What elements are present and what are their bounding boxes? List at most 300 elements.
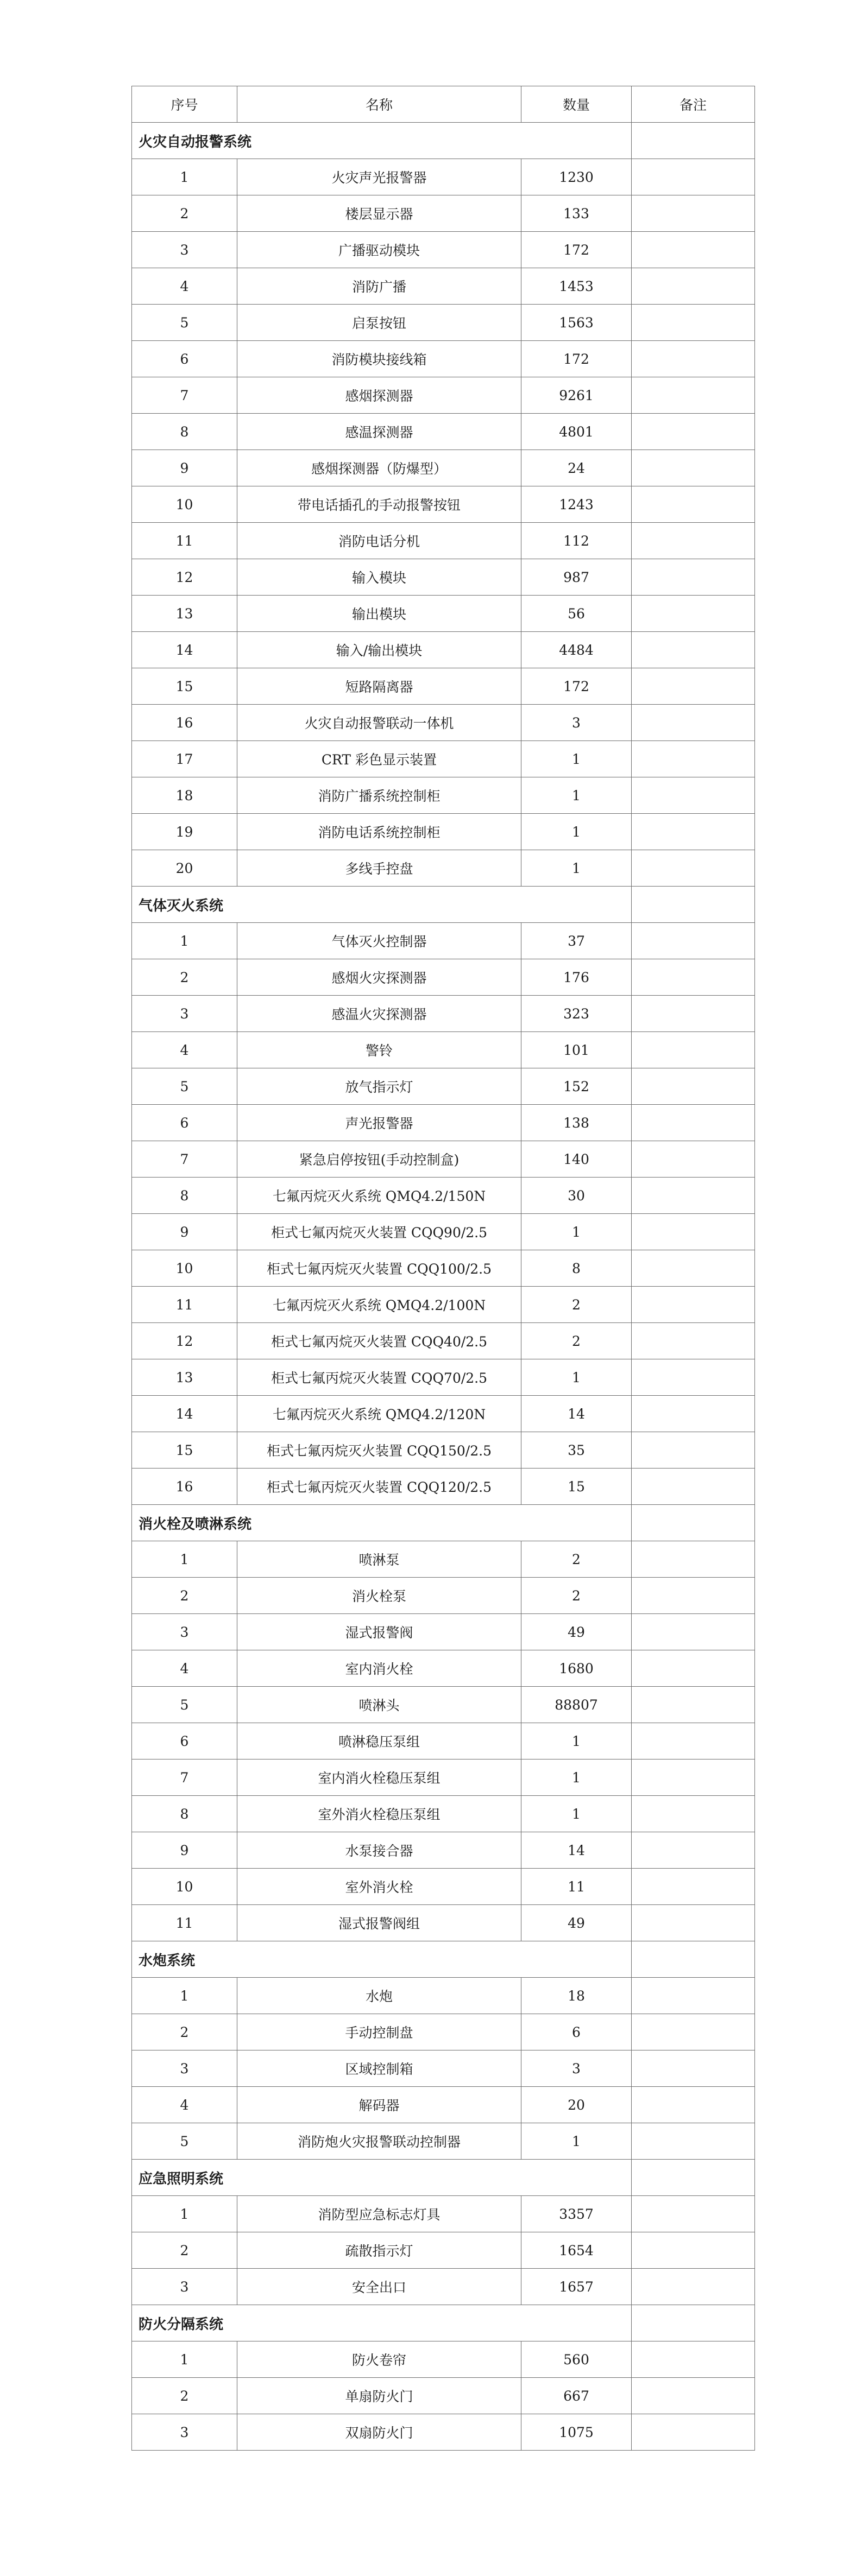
row-remark — [632, 268, 755, 305]
row-name: 水炮 — [237, 1978, 521, 2014]
row-remark — [632, 1796, 755, 1832]
row-name: 疏散指示灯 — [237, 2232, 521, 2269]
row-remark — [632, 1359, 755, 1396]
table-row — [132, 232, 755, 268]
row-qty: 35 — [521, 1432, 632, 1469]
row-no: 14 — [132, 1396, 237, 1432]
table-row — [132, 996, 755, 1032]
table-row — [132, 159, 755, 195]
row-no: 15 — [132, 668, 237, 705]
row-remark — [632, 1759, 755, 1796]
header-remark: 备注 — [632, 86, 755, 123]
section-title: 水炮系统 — [132, 1941, 632, 1978]
row-name: 湿式报警阀 — [237, 1614, 521, 1650]
row-name: 广播驱动模块 — [237, 232, 521, 268]
row-remark — [632, 1214, 755, 1250]
row-no: 15 — [132, 1432, 237, 1469]
row-remark — [632, 2050, 755, 2087]
row-qty: 1654 — [521, 2232, 632, 2269]
row-name: 单扇防火门 — [237, 2378, 521, 2414]
table-row — [132, 1723, 755, 1759]
row-remark — [632, 1287, 755, 1323]
row-name: 湿式报警阀组 — [237, 1905, 521, 1941]
row-name: 柜式七氟丙烷灭火装置 CQQ40/2.5 — [237, 1323, 521, 1359]
row-name: 带电话插孔的手动报警按钮 — [237, 486, 521, 523]
row-remark — [632, 305, 755, 341]
row-qty: 1563 — [521, 305, 632, 341]
table-row — [132, 1905, 755, 1941]
row-remark — [632, 486, 755, 523]
table-row — [132, 2087, 755, 2123]
table-row — [132, 1650, 755, 1687]
row-remark — [632, 705, 755, 741]
row-qty: 1230 — [521, 159, 632, 195]
row-no: 8 — [132, 414, 237, 450]
row-qty: 1 — [521, 741, 632, 777]
row-remark — [632, 741, 755, 777]
row-qty: 140 — [521, 1141, 632, 1178]
table-body — [132, 123, 755, 2451]
section-row — [132, 2160, 755, 2196]
table-row — [132, 1869, 755, 1905]
row-name: 区域控制箱 — [237, 2050, 521, 2087]
table-row — [132, 596, 755, 632]
row-qty: 2 — [521, 1287, 632, 1323]
row-name: 启泵按钮 — [237, 305, 521, 341]
table-row — [132, 2414, 755, 2451]
row-remark — [632, 1650, 755, 1687]
row-remark — [632, 923, 755, 959]
table-row — [132, 2196, 755, 2232]
row-remark — [632, 1178, 755, 1214]
row-no: 12 — [132, 559, 237, 596]
table-row — [132, 668, 755, 705]
row-qty: 20 — [521, 2087, 632, 2123]
row-qty: 4801 — [521, 414, 632, 450]
row-qty: 30 — [521, 1178, 632, 1214]
row-no: 14 — [132, 632, 237, 668]
row-no: 7 — [132, 377, 237, 414]
row-no: 1 — [132, 1978, 237, 2014]
row-no: 4 — [132, 2087, 237, 2123]
row-name: 气体灭火控制器 — [237, 923, 521, 959]
row-name: CRT 彩色显示装置 — [237, 741, 521, 777]
row-remark — [632, 668, 755, 705]
table-row — [132, 850, 755, 887]
row-name: 消防广播 — [237, 268, 521, 305]
row-qty: 172 — [521, 341, 632, 377]
row-remark — [632, 2196, 755, 2232]
row-name: 输入模块 — [237, 559, 521, 596]
row-qty: 1 — [521, 1759, 632, 1796]
header-qty: 数量 — [521, 86, 632, 123]
table-row — [132, 1359, 755, 1396]
row-no: 3 — [132, 996, 237, 1032]
row-no: 10 — [132, 1250, 237, 1287]
table-row — [132, 2123, 755, 2160]
row-qty: 101 — [521, 1032, 632, 1068]
row-no: 4 — [132, 268, 237, 305]
section-title: 消火栓及喷淋系统 — [132, 1505, 632, 1541]
row-qty: 1453 — [521, 268, 632, 305]
row-name: 消防广播系统控制柜 — [237, 777, 521, 814]
section-row — [132, 123, 755, 159]
row-qty: 172 — [521, 668, 632, 705]
row-name: 喷淋头 — [237, 1687, 521, 1723]
row-remark — [632, 1105, 755, 1141]
section-row — [132, 2305, 755, 2341]
table-row — [132, 1250, 755, 1287]
row-remark — [632, 559, 755, 596]
row-no: 2 — [132, 195, 237, 232]
section-title: 防火分隔系统 — [132, 2305, 632, 2341]
table-row — [132, 1032, 755, 1068]
row-name: 防火卷帘 — [237, 2341, 521, 2378]
row-name: 火灾声光报警器 — [237, 159, 521, 195]
row-remark — [632, 2269, 755, 2305]
row-name: 短路隔离器 — [237, 668, 521, 705]
table-row — [132, 268, 755, 305]
row-no: 6 — [132, 1105, 237, 1141]
row-remark — [632, 414, 755, 450]
row-no: 8 — [132, 1796, 237, 1832]
row-qty: 3 — [521, 705, 632, 741]
equipment-table — [131, 86, 755, 2451]
row-remark — [632, 1432, 755, 1469]
section-remark-cell — [632, 123, 755, 159]
row-no: 16 — [132, 1469, 237, 1505]
table-row — [132, 414, 755, 450]
row-remark — [632, 1068, 755, 1105]
row-name: 柜式七氟丙烷灭火装置 CQQ150/2.5 — [237, 1432, 521, 1469]
section-row — [132, 1941, 755, 1978]
row-qty: 14 — [521, 1832, 632, 1869]
row-remark — [632, 1687, 755, 1723]
section-remark-cell — [632, 2305, 755, 2341]
row-qty: 8 — [521, 1250, 632, 1287]
row-name: 楼层显示器 — [237, 195, 521, 232]
table-row — [132, 2269, 755, 2305]
row-remark — [632, 850, 755, 887]
row-name: 手动控制盘 — [237, 2014, 521, 2050]
row-name: 感烟探测器（防爆型） — [237, 450, 521, 486]
table-row — [132, 2014, 755, 2050]
row-no: 5 — [132, 305, 237, 341]
row-name: 室外消火栓 — [237, 1869, 521, 1905]
table-row — [132, 2378, 755, 2414]
row-qty: 24 — [521, 450, 632, 486]
row-no: 7 — [132, 1141, 237, 1178]
row-qty: 3 — [521, 2050, 632, 2087]
row-remark — [632, 2014, 755, 2050]
table-row — [132, 2341, 755, 2378]
row-name: 消防电话系统控制柜 — [237, 814, 521, 850]
table-row — [132, 923, 755, 959]
row-name: 解码器 — [237, 2087, 521, 2123]
row-no: 1 — [132, 923, 237, 959]
row-no: 18 — [132, 777, 237, 814]
table-row — [132, 1396, 755, 1432]
row-qty: 9261 — [521, 377, 632, 414]
row-qty: 987 — [521, 559, 632, 596]
row-name: 感烟火灾探测器 — [237, 959, 521, 996]
row-no: 2 — [132, 2232, 237, 2269]
section-title: 气体灭火系统 — [132, 887, 632, 923]
row-no: 4 — [132, 1650, 237, 1687]
row-name: 安全出口 — [237, 2269, 521, 2305]
header-row — [132, 86, 755, 123]
table-row — [132, 450, 755, 486]
table-row — [132, 1469, 755, 1505]
section-remark-cell — [632, 887, 755, 923]
row-remark — [632, 1978, 755, 2014]
row-name: 消火栓泵 — [237, 1578, 521, 1614]
row-remark — [632, 959, 755, 996]
row-no: 19 — [132, 814, 237, 850]
row-name: 柜式七氟丙烷灭火装置 CQQ100/2.5 — [237, 1250, 521, 1287]
row-no: 2 — [132, 1578, 237, 1614]
row-remark — [632, 2414, 755, 2451]
row-qty: 172 — [521, 232, 632, 268]
header-name: 名称 — [237, 86, 521, 123]
row-no: 2 — [132, 2378, 237, 2414]
table-row — [132, 1796, 755, 1832]
row-name: 七氟丙烷灭火系统 QMQ4.2/100N — [237, 1287, 521, 1323]
row-qty: 4484 — [521, 632, 632, 668]
table-row — [132, 2050, 755, 2087]
section-remark-cell — [632, 1505, 755, 1541]
row-no: 13 — [132, 596, 237, 632]
row-remark — [632, 1541, 755, 1578]
row-name: 水泵接合器 — [237, 1832, 521, 1869]
row-no: 3 — [132, 2414, 237, 2451]
row-name: 柜式七氟丙烷灭火装置 CQQ120/2.5 — [237, 1469, 521, 1505]
row-qty: 138 — [521, 1105, 632, 1141]
row-no: 9 — [132, 450, 237, 486]
row-remark — [632, 777, 755, 814]
section-remark-cell — [632, 1941, 755, 1978]
row-no: 3 — [132, 232, 237, 268]
row-remark — [632, 1578, 755, 1614]
table-row — [132, 305, 755, 341]
table-row — [132, 1614, 755, 1650]
table-row — [132, 1287, 755, 1323]
section-title: 应急照明系统 — [132, 2160, 632, 2196]
row-remark — [632, 341, 755, 377]
table-row — [132, 814, 755, 850]
table-row — [132, 559, 755, 596]
row-no: 11 — [132, 1905, 237, 1941]
table-row — [132, 1068, 755, 1105]
row-no: 11 — [132, 1287, 237, 1323]
row-no: 17 — [132, 741, 237, 777]
table-row — [132, 1141, 755, 1178]
row-no: 5 — [132, 2123, 237, 2160]
row-no: 3 — [132, 1614, 237, 1650]
table-row — [132, 777, 755, 814]
row-remark — [632, 377, 755, 414]
table-row — [132, 2232, 755, 2269]
row-no: 2 — [132, 959, 237, 996]
section-row — [132, 887, 755, 923]
row-name: 消防型应急标志灯具 — [237, 2196, 521, 2232]
row-qty: 1 — [521, 850, 632, 887]
row-qty: 56 — [521, 596, 632, 632]
row-qty: 15 — [521, 1469, 632, 1505]
row-qty: 1 — [521, 2123, 632, 2160]
row-qty: 37 — [521, 923, 632, 959]
row-name: 七氟丙烷灭火系统 QMQ4.2/150N — [237, 1178, 521, 1214]
row-name: 室内消火栓 — [237, 1650, 521, 1687]
row-remark — [632, 2087, 755, 2123]
section-title: 火灾自动报警系统 — [132, 123, 632, 159]
row-no: 5 — [132, 1068, 237, 1105]
row-qty: 49 — [521, 1614, 632, 1650]
row-qty: 1243 — [521, 486, 632, 523]
row-qty: 323 — [521, 996, 632, 1032]
row-qty: 560 — [521, 2341, 632, 2378]
row-name: 紧急启停按钮(手动控制盒) — [237, 1141, 521, 1178]
table-row — [132, 1432, 755, 1469]
row-name: 室内消火栓稳压泵组 — [237, 1759, 521, 1796]
row-name: 柜式七氟丙烷灭火装置 CQQ90/2.5 — [237, 1214, 521, 1250]
row-name: 感温火灾探测器 — [237, 996, 521, 1032]
row-qty: 1 — [521, 1796, 632, 1832]
row-no: 11 — [132, 523, 237, 559]
row-qty: 133 — [521, 195, 632, 232]
row-remark — [632, 1614, 755, 1650]
table-row — [132, 1323, 755, 1359]
row-qty: 1 — [521, 814, 632, 850]
row-remark — [632, 450, 755, 486]
row-qty: 152 — [521, 1068, 632, 1105]
row-remark — [632, 1869, 755, 1905]
row-no: 5 — [132, 1687, 237, 1723]
row-remark — [632, 1323, 755, 1359]
row-name: 声光报警器 — [237, 1105, 521, 1141]
table-row — [132, 1178, 755, 1214]
table-row — [132, 1687, 755, 1723]
row-no: 4 — [132, 1032, 237, 1068]
row-no: 3 — [132, 2050, 237, 2087]
row-name: 喷淋泵 — [237, 1541, 521, 1578]
table-row — [132, 486, 755, 523]
table-row — [132, 341, 755, 377]
row-no: 1 — [132, 2341, 237, 2378]
row-remark — [632, 1141, 755, 1178]
row-name: 消防模块接线箱 — [237, 341, 521, 377]
row-name: 多线手控盘 — [237, 850, 521, 887]
row-name: 喷淋稳压泵组 — [237, 1723, 521, 1759]
row-qty: 18 — [521, 1978, 632, 2014]
row-remark — [632, 1250, 755, 1287]
row-name: 放气指示灯 — [237, 1068, 521, 1105]
table-row — [132, 523, 755, 559]
row-no: 9 — [132, 1214, 237, 1250]
row-remark — [632, 1469, 755, 1505]
row-no: 6 — [132, 341, 237, 377]
row-remark — [632, 2378, 755, 2414]
row-remark — [632, 2232, 755, 2269]
row-qty: 49 — [521, 1905, 632, 1941]
row-no: 1 — [132, 2196, 237, 2232]
row-name: 感温探测器 — [237, 414, 521, 450]
row-no: 7 — [132, 1759, 237, 1796]
row-remark — [632, 1032, 755, 1068]
row-qty: 1 — [521, 1214, 632, 1250]
row-name: 室外消火栓稳压泵组 — [237, 1796, 521, 1832]
row-qty: 1075 — [521, 2414, 632, 2451]
equipment-list-sheet — [131, 86, 754, 2451]
row-qty: 11 — [521, 1869, 632, 1905]
row-remark — [632, 2341, 755, 2378]
row-qty: 6 — [521, 2014, 632, 2050]
row-qty: 2 — [521, 1323, 632, 1359]
table-row — [132, 741, 755, 777]
row-qty: 3357 — [521, 2196, 632, 2232]
row-qty: 2 — [521, 1541, 632, 1578]
row-no: 2 — [132, 2014, 237, 2050]
row-name: 七氟丙烷灭火系统 QMQ4.2/120N — [237, 1396, 521, 1432]
row-no: 1 — [132, 159, 237, 195]
row-remark — [632, 1723, 755, 1759]
row-name: 柜式七氟丙烷灭火装置 CQQ70/2.5 — [237, 1359, 521, 1396]
row-remark — [632, 632, 755, 668]
row-remark — [632, 814, 755, 850]
table-row — [132, 1578, 755, 1614]
row-remark — [632, 1396, 755, 1432]
row-qty: 1 — [521, 1359, 632, 1396]
row-name: 输出模块 — [237, 596, 521, 632]
table-row — [132, 1541, 755, 1578]
row-qty: 14 — [521, 1396, 632, 1432]
row-no: 20 — [132, 850, 237, 887]
row-remark — [632, 159, 755, 195]
row-name: 消防电话分机 — [237, 523, 521, 559]
row-remark — [632, 1832, 755, 1869]
row-remark — [632, 996, 755, 1032]
table-row — [132, 1759, 755, 1796]
table-row — [132, 959, 755, 996]
table-row — [132, 1832, 755, 1869]
row-no: 9 — [132, 1832, 237, 1869]
row-no: 8 — [132, 1178, 237, 1214]
row-remark — [632, 523, 755, 559]
row-remark — [632, 232, 755, 268]
row-name: 火灾自动报警联动一体机 — [237, 705, 521, 741]
row-name: 双扇防火门 — [237, 2414, 521, 2451]
table-row — [132, 632, 755, 668]
row-qty: 2 — [521, 1578, 632, 1614]
row-no: 13 — [132, 1359, 237, 1396]
row-name: 感烟探测器 — [237, 377, 521, 414]
row-name: 输入/输出模块 — [237, 632, 521, 668]
row-no: 12 — [132, 1323, 237, 1359]
row-qty: 1680 — [521, 1650, 632, 1687]
table-row — [132, 1214, 755, 1250]
row-name: 警铃 — [237, 1032, 521, 1068]
row-remark — [632, 596, 755, 632]
row-qty: 667 — [521, 2378, 632, 2414]
row-name: 消防炮火灾报警联动控制器 — [237, 2123, 521, 2160]
row-qty: 112 — [521, 523, 632, 559]
row-no: 3 — [132, 2269, 237, 2305]
row-remark — [632, 2123, 755, 2160]
table-row — [132, 1978, 755, 2014]
row-remark — [632, 1905, 755, 1941]
row-no: 16 — [132, 705, 237, 741]
row-remark — [632, 195, 755, 232]
